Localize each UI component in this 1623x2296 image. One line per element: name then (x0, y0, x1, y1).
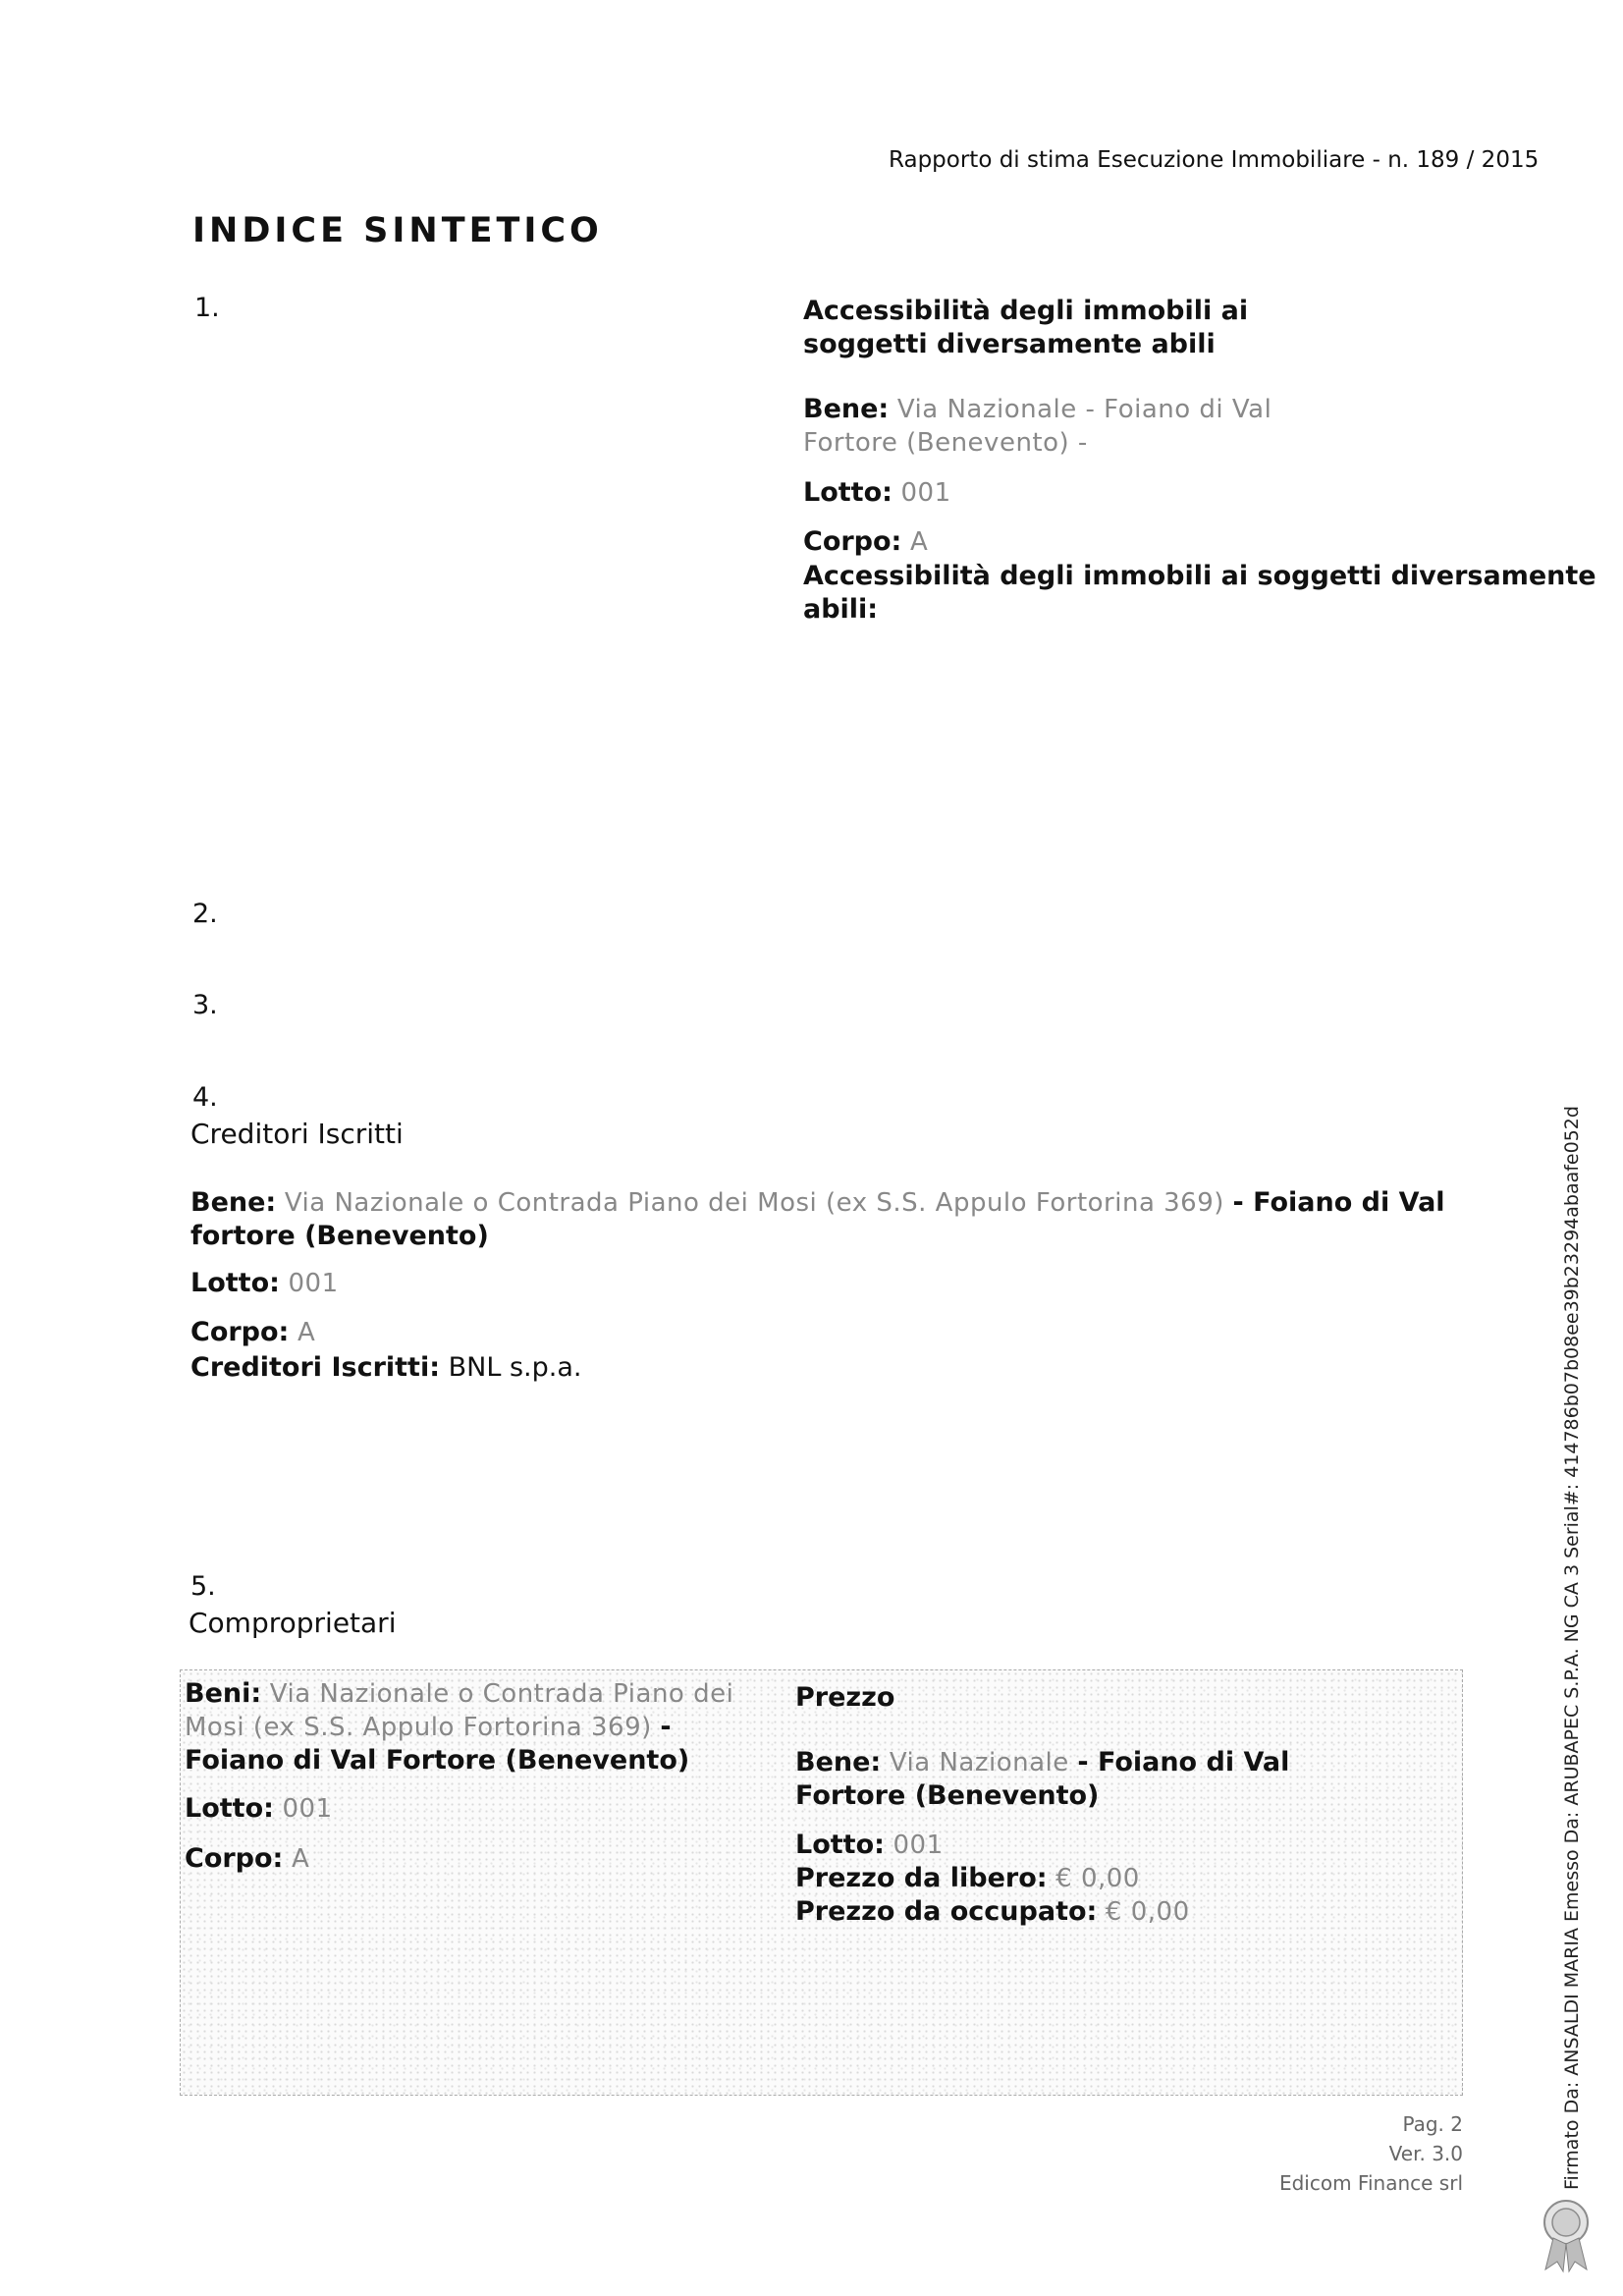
section-1-corpo (803, 525, 928, 559)
section-4-creditori (190, 1351, 581, 1385)
digital-signature-text: Firmato Da: ANSALDI MARIA Emesso Da: ARUBAPEC S.P.A. NG CA 3 Serial#: 414786b07b08ee39b23294abaafe052d (1561, 1106, 1583, 2190)
section-4-lotto (190, 1267, 339, 1300)
libero-label: Prezzo da libero: (795, 1863, 1048, 1893)
section-4-bene (190, 1186, 1467, 1253)
page-footer (1178, 2109, 1463, 2198)
signature-seal-icon (1532, 2195, 1600, 2273)
section-1-number: 1. (194, 293, 220, 323)
section-1-heading: Accessibilità degli immobili ai soggetti diversamente abili (803, 296, 1249, 359)
bene-label: Bene: (190, 1187, 277, 1218)
report-header: Rapporto di stima Esecuzione Immobiliare - n. 189 / 2015 (889, 147, 1540, 173)
lotto-label: Lotto: (803, 477, 893, 508)
bene-value-thin: Via Nazionale (889, 1748, 1069, 1777)
section-3-number: 3. (192, 990, 218, 1020)
footer-page: Pag. 2 (1402, 2112, 1463, 2136)
libero-value: € 0,00 (1055, 1864, 1140, 1893)
box-beni (185, 1677, 764, 1777)
box-corpo (185, 1842, 309, 1876)
section-5-heading: Comproprietari (189, 1607, 397, 1639)
bene-value-bold: - Foiano di Val Fortore (Benevento) (795, 1747, 1290, 1811)
footer-version: Ver. 3.0 (1388, 2142, 1463, 2165)
box-prezzo-bene (795, 1746, 1325, 1813)
lotto-value: 001 (893, 1831, 944, 1860)
corpo-label: Corpo: (190, 1317, 290, 1347)
bene-label: Bene: (795, 1747, 882, 1777)
page-title: INDICE SINTETICO (192, 211, 603, 250)
lotto-label: Lotto: (185, 1793, 274, 1824)
creditori-label: Creditori Iscritti: (190, 1352, 441, 1383)
section-1-access-label: Accessibilità degli immobili ai soggetti diversamente abili: (803, 561, 1596, 625)
box-prezzo-lotto (795, 1829, 944, 1862)
creditori-value: BNL s.p.a. (448, 1352, 582, 1383)
corpo-value: A (909, 527, 929, 557)
section-4-number: 4. (192, 1082, 218, 1113)
box-lotto (185, 1792, 333, 1826)
lotto-value: 001 (900, 478, 951, 508)
beni-value-thin: Via Nazionale o Contrada Piano dei Mosi (ex S.S. Appulo Fortorina 369) (185, 1679, 734, 1742)
beni-label: Beni: (185, 1678, 262, 1709)
section-1-bene (803, 393, 1314, 460)
box-prezzo-libero (795, 1862, 1140, 1895)
corpo-label: Corpo: (803, 526, 902, 557)
lotto-value: 001 (282, 1794, 333, 1824)
section-2-number: 2. (192, 899, 218, 929)
section-4-corpo (190, 1316, 315, 1349)
lotto-label: Lotto: (190, 1268, 280, 1298)
section-1-lotto (803, 476, 951, 510)
section-5-number: 5. (190, 1571, 216, 1602)
box-prezzo-occupato (795, 1895, 1190, 1929)
occupato-value: € 0,00 (1105, 1897, 1190, 1927)
bene-value-bold: - Foiano di Val fortore (Benevento) (190, 1187, 1445, 1251)
bene-value: Via Nazionale - Foiano di Val Fortore (Benevento) - (803, 395, 1272, 458)
section-4-heading: Creditori Iscritti (190, 1118, 404, 1150)
corpo-value: A (297, 1318, 316, 1347)
lotto-value: 001 (288, 1269, 339, 1298)
corpo-value: A (291, 1844, 310, 1874)
corpo-label: Corpo: (185, 1843, 284, 1874)
bene-label: Bene: (803, 394, 890, 424)
beni-value-bold: - Foiano di Val Fortore (Benevento) (185, 1712, 690, 1776)
lotto-label: Lotto: (795, 1830, 885, 1860)
occupato-label: Prezzo da occupato: (795, 1896, 1098, 1927)
box-prezzo-heading: Prezzo (795, 1682, 895, 1713)
bene-value-thin: Via Nazionale o Contrada Piano dei Mosi (ex S.S. Appulo Fortorina 369) (284, 1188, 1224, 1218)
footer-publisher: Edicom Finance srl (1278, 2171, 1463, 2195)
